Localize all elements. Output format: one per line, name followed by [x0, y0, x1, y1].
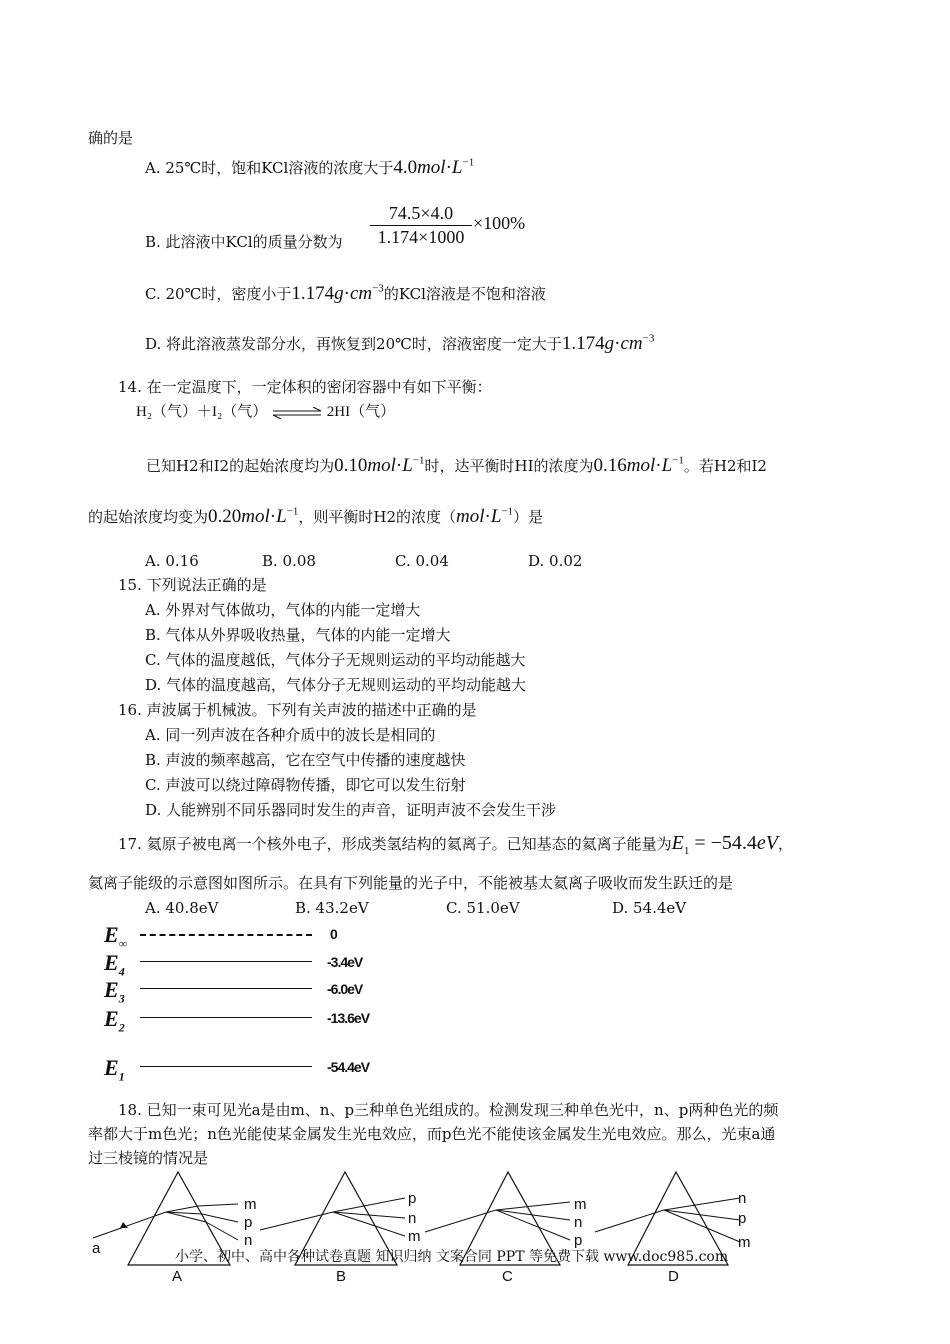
prism-a-incident-ray	[93, 1212, 166, 1238]
q13-option-d: D. 将此溶液蒸发部分水，再恢复到20℃时，溶液密度一定大于$1.174g\cdot cm^{-3}$	[145, 332, 655, 354]
q18-line2: 率都大于m色光；n色光能使某金属发生光电效应，而p色光不能使该金属发生光电效应。那么，光束a通	[88, 1125, 776, 1143]
prism-b-label: B	[336, 1268, 347, 1285]
prism-a-ray-3: n	[244, 1232, 253, 1249]
q16-stem: 16. 声波属于机械波。下列有关声波的描述中正确的是	[118, 701, 477, 719]
prism-a-incident-arrow-icon	[120, 1222, 128, 1228]
prism-b-incident-ray	[260, 1212, 333, 1230]
level-label-4: $E_4$	[104, 950, 125, 979]
level-line-3	[140, 988, 312, 989]
q17-option-d: D. 54.4eV	[612, 899, 687, 917]
incident-beam-label: a	[92, 1240, 101, 1257]
prism-a-out-2	[202, 1214, 238, 1222]
prism-c-ray-1: m	[574, 1196, 587, 1213]
level-label-1: $E_1$	[104, 1055, 125, 1084]
prism-d-label: D	[668, 1268, 679, 1285]
prism-d-ray-1: n	[738, 1190, 747, 1207]
q13-option-c: C. 20℃时，密度小于$1.174g\cdot cm^{-3}$的KCl溶液是不饱和溶液	[145, 282, 546, 304]
q16-option-a: A. 同一列声波在各种介质中的波长是相同的	[145, 726, 436, 744]
prism-c-ray-3: p	[574, 1232, 583, 1249]
prism-c-out-1	[496, 1202, 570, 1210]
q14-option-d: D. 0.02	[528, 552, 583, 570]
q13-b-fraction-bar	[370, 225, 472, 226]
level-value-4: -3.4eV	[327, 954, 363, 970]
q16-option-b: B. 声波的频率越高，它在空气中传播的速度越快	[145, 751, 466, 769]
level-value-2: -13.6eV	[327, 1010, 370, 1026]
prism-b-out-2	[333, 1212, 405, 1218]
prism-a-ray-2: p	[244, 1214, 253, 1231]
level-value-3: -6.0eV	[327, 981, 363, 997]
q16-option-c: C. 声波可以绕过障碍物传播，即它可以发生衍射	[145, 776, 466, 794]
q18-line1: 18. 已知一束可见光a是由m、n、p三种单色光组成的。检测发现三种单色光中，n、p两种色光的频	[118, 1101, 779, 1119]
q14-line1: 已知H2和I2的起始浓度均为$0.10mol\cdot L^{-1}$时，达平衡时HI的浓度为$0.16mol\cdot L^{-1}$。若H2和I2	[146, 454, 767, 476]
level-line-4	[140, 961, 312, 962]
level-value-inf: 0	[330, 926, 337, 942]
q14-line2: 的起始浓度均变为$0.20mol\cdot L^{-1}$，则平衡时H2的浓度$(mol\cdot L^{-1})$是	[88, 505, 544, 527]
prism-c-ray-2: n	[574, 1214, 583, 1231]
prism-a-label: A	[172, 1268, 183, 1285]
q18-line3: 过三棱镜的情况是	[88, 1149, 209, 1167]
q17-line2: 氦离子能级的示意图如图所示。在具有下列能量的光子中，不能被基太氦离子吸收而发生跃迁的是	[88, 874, 734, 892]
q13-b-tail: ×100%	[473, 213, 526, 233]
q15-option-d: D. 气体的温度越高，气体分子无规则运动的平均动能越大	[145, 676, 527, 694]
level-value-1: -54.4eV	[327, 1059, 370, 1075]
prism-a-inner-1	[166, 1206, 198, 1212]
equilibrium-arrow-icon	[271, 407, 323, 419]
q14-option-b: B. 0.08	[262, 552, 316, 570]
prism-b-ray-2: n	[408, 1210, 417, 1227]
prism-a-ray-1: m	[244, 1196, 257, 1213]
q13-b-denominator: 1.174×1000	[377, 227, 465, 247]
q13-option-b: B. 此溶液中KCl的质量分数为	[145, 233, 343, 251]
q15-option-b: B. 气体从外界吸收热量，气体的内能一定增大	[145, 626, 451, 644]
q15-option-c: C. 气体的温度越低，气体分子无规则运动的平均动能越大	[145, 651, 526, 669]
q13-stem-end: 确的是	[88, 129, 134, 147]
level-label-2: $E_2$	[104, 1006, 125, 1035]
level-label-3: $E_3$	[104, 977, 125, 1006]
prism-c-label: C	[502, 1268, 513, 1285]
q13-b-numerator: 74.5×4.0	[388, 203, 454, 223]
q15-option-a: A. 外界对气体做功，气体的内能一定增大	[145, 601, 421, 619]
q15-stem: 15. 下列说法正确的是	[118, 576, 267, 594]
q17-option-b: B. 43.2eV	[295, 899, 369, 917]
prism-c-incident-ray	[425, 1210, 496, 1232]
prism-a-out-1	[198, 1204, 238, 1206]
footer-watermark: 小学、初中、高中各种试卷真题 知识归纳 文案合同 PPT 等免费下载 www.doc985.com	[175, 1249, 729, 1265]
q13-option-a: A. 25℃时，饱和KCl溶液的浓度大于$4.0mol\cdot L^{-1}$	[145, 156, 475, 178]
prism-b-out-1	[333, 1198, 405, 1212]
q14-option-c: C. 0.04	[395, 552, 449, 570]
q17-stem: 17. 氦原子被电离一个核外电子，形成类氢结构的氦离子。已知基态的氦离子能量为$E_1 = -54.4eV$，	[118, 832, 794, 857]
q14-equation: H₂（气）＋I₂（气） 2HI（气）	[136, 404, 396, 420]
level-label-inf: $E_\infty$	[104, 922, 128, 951]
prism-d-out-1	[664, 1198, 740, 1210]
prism-b-ray-1: p	[408, 1190, 417, 1207]
prism-d-incident-ray	[595, 1210, 664, 1232]
prism-b-ray-3: m	[408, 1228, 421, 1245]
level-line-2	[140, 1017, 312, 1018]
q17-option-c: C. 51.0eV	[446, 899, 520, 917]
q17-option-a: A. 40.8eV	[145, 899, 219, 917]
prism-d-ray-2: p	[738, 1210, 747, 1227]
q14-stem: 14. 在一定温度下，一定体积的密闭容器中有如下平衡：	[118, 378, 492, 396]
q16-option-d: D. 人能辨别不同乐器同时发生的声音，证明声波不会发生干涉	[145, 801, 557, 819]
level-line-inf	[140, 934, 312, 936]
q14-option-a: A. 0.16	[145, 552, 199, 570]
level-line-1	[140, 1066, 312, 1067]
prism-d-ray-3: m	[738, 1234, 751, 1251]
